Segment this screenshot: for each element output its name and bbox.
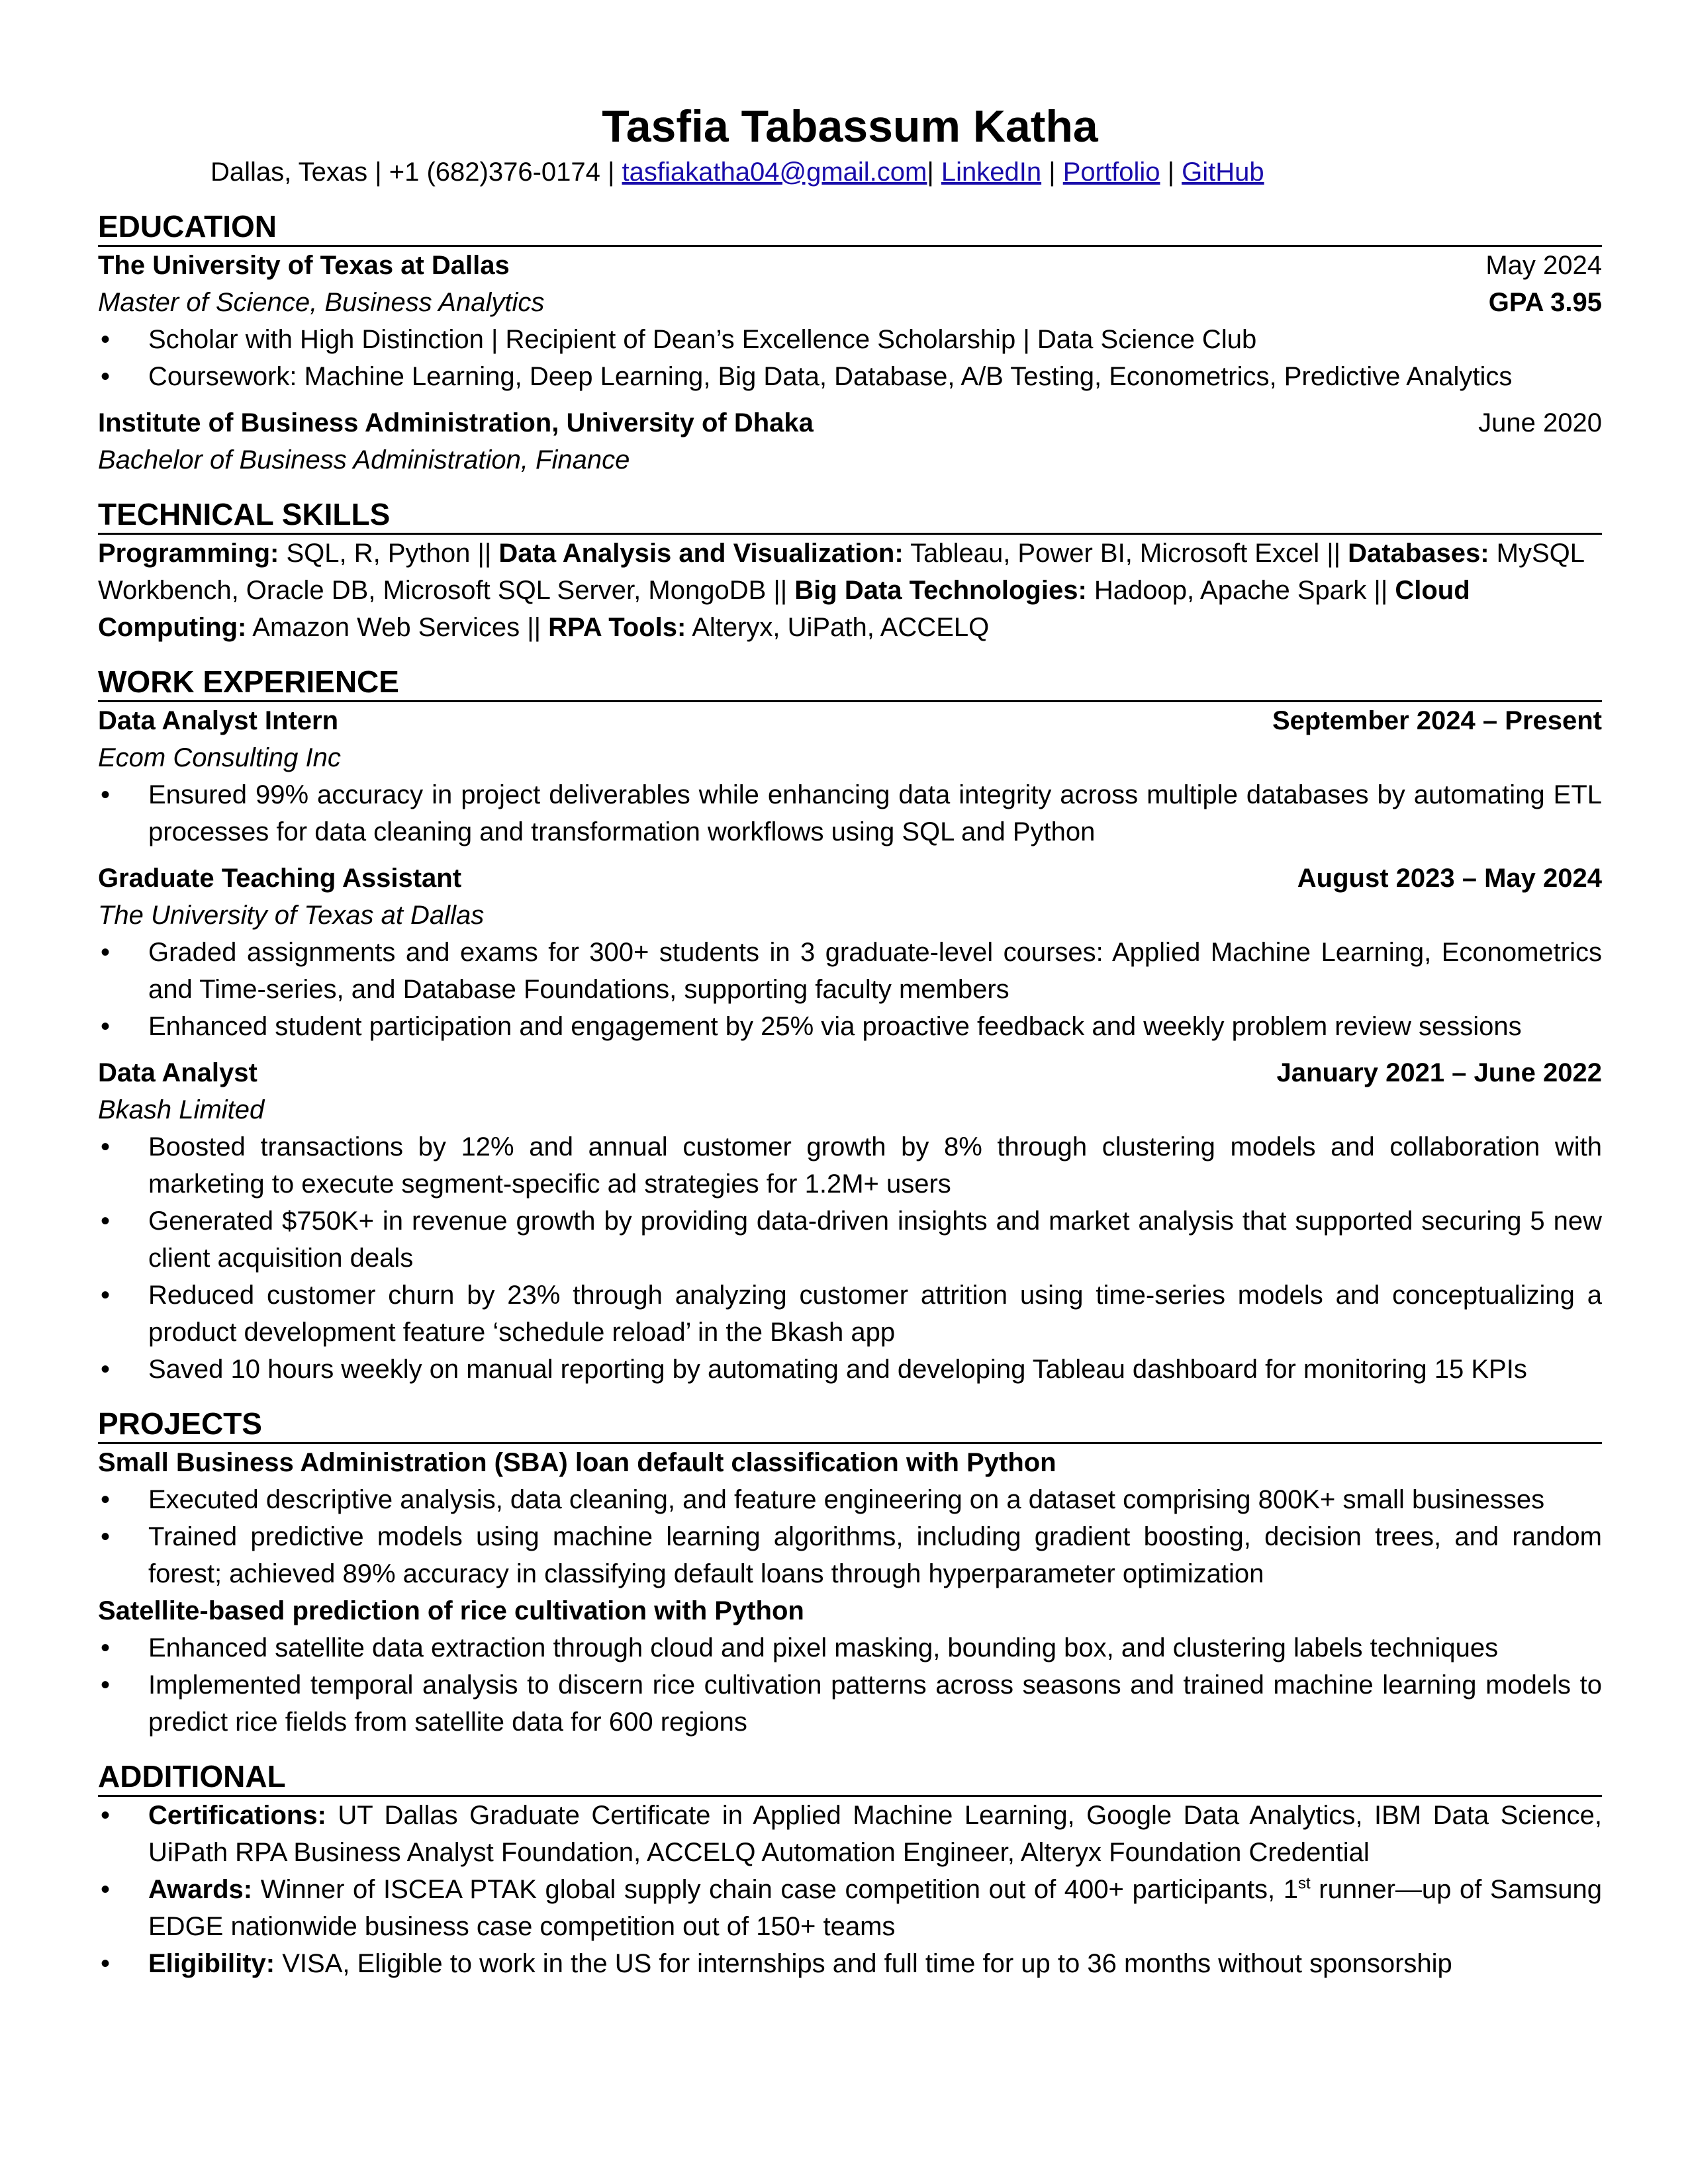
eligibility-item: • Eligibility: VISA, Eligible to work in the US for internships and full time for up to 36 months without sponsorship — [98, 1945, 1602, 1982]
job-date: January 2021 – June 2022 — [1276, 1058, 1602, 1087]
degree-row — [98, 441, 1602, 478]
school-name: Institute of Business Administration, University of Dhaka — [98, 408, 814, 437]
section-projects-title: PROJECTS — [98, 1406, 1602, 1444]
candidate-name: Tasfia Tabassum Katha — [602, 101, 1098, 152]
list-item: • Enhanced satellite data extraction through cloud and pixel masking, bounding box, and clustering labels techniques — [98, 1629, 1602, 1666]
education-bullets — [98, 321, 1602, 395]
gpa: GPA 3.95 — [1488, 288, 1602, 317]
list-item: • Coursework: Machine Learning, Deep Learning, Big Data, Database, A/B Testing, Econometrics, Predictive Analytics — [98, 358, 1602, 395]
job-company: Bkash Limited — [98, 1095, 265, 1124]
list-item: • Saved 10 hours weekly on manual reporting by automating and developing Tableau dashboard for monitoring 15 KPIs — [98, 1351, 1602, 1388]
list-item: • Trained predictive models using machine learning algorithms, including gradient boosting, decision trees, and random forest; achieved 89% accuracy in classifying default loans through hyperparameter optimization — [98, 1518, 1602, 1592]
list-item: • Generated $750K+ in revenue growth by providing data-driven insights and market analysis that supported securing 5 new client acquisition deals — [98, 1203, 1602, 1277]
list-item: • Boosted transactions by 12% and annual customer growth by 8% through clustering models and collaboration with marketing to execute segment-specific ad strategies for 1.2M+ users — [98, 1128, 1602, 1203]
certifications-item: • Certifications: UT Dallas Graduate Certificate in Applied Machine Learning, Google Data Analytics, IBM Data Science, UiPath RPA Business Analyst Foundation, ACCELQ Automation Engineer, Alteryx Foundation Credential — [98, 1797, 1602, 1871]
linkedin-link[interactable]: LinkedIn — [941, 158, 1042, 187]
list-item: • Graded assignments and exams for 300+ students in 3 graduate-level courses: Applied Machine Learning, Econometrics and Time-series, and Database Foundations, supporting faculty members — [98, 934, 1602, 1008]
job-date: September 2024 – Present — [1272, 706, 1602, 735]
degree: Master of Science, Business Analytics — [98, 288, 545, 317]
list-item: • Reduced customer churn by 23% through analyzing customer attrition using time-series models and conceptualizing a product development feature ‘schedule reload’ in the Bkash app — [98, 1277, 1602, 1351]
job-row — [98, 1054, 1602, 1091]
section-additional-title: ADDITIONAL — [98, 1759, 1602, 1797]
list-item: • Implemented temporal analysis to discern rice cultivation patterns across seasons and trained machine learning models to predict rice fields from satellite data for 600 regions — [98, 1666, 1602, 1741]
contact-line: Dallas, Texas | +1 (682)376-0174 | tasfiakatha04@gmail.com| LinkedIn | Portfolio | GitHub — [211, 158, 1264, 187]
list-item: • Executed descriptive analysis, data cleaning, and feature engineering on a dataset comprising 800K+ small businesses — [98, 1481, 1602, 1518]
list-item: • Scholar with High Distinction | Recipient of Dean’s Excellence Scholarship | Data Science Club — [98, 321, 1602, 358]
degree-row — [98, 284, 1602, 321]
list-item: • Enhanced student participation and engagement by 25% via proactive feedback and weekly problem review sessions — [98, 1008, 1602, 1045]
school-row — [98, 404, 1602, 441]
project-name: Satellite-based prediction of rice cultivation with Python — [98, 1596, 804, 1625]
job-date: August 2023 – May 2024 — [1297, 864, 1602, 893]
school-date: June 2020 — [1478, 408, 1602, 437]
section-skills-title: TECHNICAL SKILLS — [98, 497, 1602, 535]
section-education-title: EDUCATION — [98, 209, 1602, 247]
school-name: The University of Texas at Dallas — [98, 251, 510, 280]
awards-item: • Awards: Winner of ISCEA PTAK global supply chain case competition out of 400+ participants, 1st runner—up of Samsung EDGE nationwide business case competition out of 150+ teams — [98, 1871, 1602, 1945]
project-name: Small Business Administration (SBA) loan default classification with Python — [98, 1448, 1056, 1477]
job-role: Data Analyst — [98, 1058, 258, 1087]
email-link[interactable]: tasfiakatha04@gmail.com — [622, 158, 927, 187]
degree: Bachelor of Business Administration, Finance — [98, 445, 630, 475]
job-company: Ecom Consulting Inc — [98, 743, 341, 772]
job-role: Data Analyst Intern — [98, 706, 339, 735]
resume-page — [98, 99, 1602, 1982]
list-item: • Ensured 99% accuracy in project deliverables while enhancing data integrity across multiple databases by automating ETL processes for data cleaning and transformation workflows using SQL and Python — [98, 776, 1602, 850]
github-link[interactable]: GitHub — [1182, 158, 1264, 187]
skills-paragraph: Programming: SQL, R, Python || Data Analysis and Visualization: Tableau, Power BI, Microsoft Excel || Databases: MySQL Workbench, Oracle DB, Microsoft SQL Server, MongoDB || Big Data Technologies: Hadoop, Apache Spark || Cloud Computing: Amazon Web Services || RPA Tools: Alteryx, UiPath, ACCELQ — [98, 539, 1584, 642]
school-row — [98, 247, 1602, 284]
job-company: The University of Texas at Dallas — [98, 901, 485, 930]
job-role: Graduate Teaching Assistant — [98, 864, 462, 893]
location-phone: Dallas, Texas | +1 (682)376-0174 | — [211, 158, 622, 187]
job-row — [98, 860, 1602, 897]
school-date: May 2024 — [1485, 251, 1602, 280]
section-experience-title: WORK EXPERIENCE — [98, 664, 1602, 702]
portfolio-link[interactable]: Portfolio — [1062, 158, 1160, 187]
job-row — [98, 702, 1602, 739]
